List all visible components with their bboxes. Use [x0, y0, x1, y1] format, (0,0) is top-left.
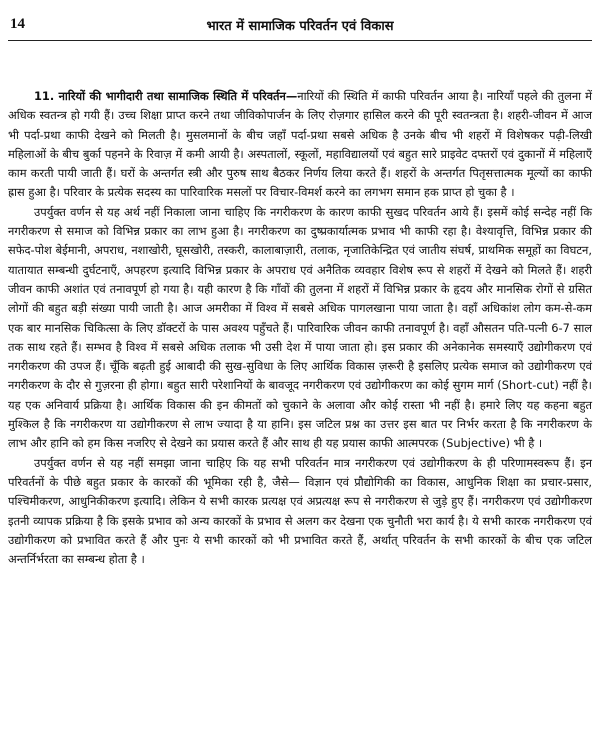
paragraph-text: उपर्युक्त वर्णन से यह नहीं समझा जाना चाहिए कि यह सभी परिवर्तन मात्र नगरीकरण एवं उद्योगीकरण के ही परिणामस्वरूप हैं। इन परिवर्तनों के पीछे बहुत प्रकार के कारकों की भूमिका रही है, जैसे— विज्ञान एवं प्रौद्योगिकी का विकास, आधुनिक शिक्षा का प्रचार-प्रसार, पश्चिमीकरण, आधुनिकीकरण इत्यादि। लेकिन ये सभी कारक प्रत्यक्ष एवं अप्रत्यक्ष रूप से नगरीकरण से जुड़े हुए हैं। नगरीकरण एवं उद्योगीकरण इतनी व्यापक प्रक्रिया है कि इसके प्रभाव को अन्य कारकों के प्रभाव से अलग कर देखना एक चुनौती भरा कार्य है। ये सभी कारक नगरीकरण एवं उद्योगीकरण को प्रभावित करते हैं और पुनः ये सभी कारकों को भी प्रभावित करते हैं, अर्थात् परिवर्तन के सभी कारकों के बीच एक जटिल अन्तर्निर्भरता का सम्बन्ध होता है । — [8, 455, 592, 567]
section-heading: 11. नारियों की भागीदारी तथा सामाजिक स्थिति में परिवर्तन— — [34, 89, 298, 103]
paragraph-1 — [8, 87, 592, 203]
paragraph-text: नारियों की स्थिति में काफी परिवर्तन आया है। नारियाँ पहले की तुलना में अधिक स्वतन्त्र हो गयी हैं। उच्च शिक्षा प्राप्त करने तथा जीविकोपार्जन के लिए रोज़गार हासिल करने की पूरी स्वतन्त्रता है। शहरी-जीवन में आज भी पर्दा-प्रथा काफी देखने को मिलती है। मुसलमानों के बीच जहाँ पर्दा-प्रथा सबसे अधिक है उनके बीच भी शहरों में विशेषकर पढ़ी-लिखी महिलाओं के बीच बुर्का पहनने के रिवाज़ में कमी आयी है। अस्पतालों, स्कूलों, महाविद्यालयों एवं बहुत सारे प्राइवेट दफ्तरों एवं दुकानों में महिलाएँ काम करती पायी जाती हैं। घरों के अन्तर्गत स्त्री और पुरुष साथ बैठकर निर्णय लिया करते हैं। शहरों के अन्तर्गत पितृसत्तात्मक मूल्यों का काफी ह्रास हुआ है। परिवार के प्रत्येक सदस्य का पारिवारिक मसलों पर विचार-विमर्श करने का लगभग समान हक प्राप्त हो चुका है । — [8, 89, 592, 200]
page-header — [8, 0, 592, 41]
paragraph-text: उपर्युक्त वर्णन से यह अर्थ नहीं निकाला जाना चाहिए कि नगरीकरण के कारण काफी सुखद परिवर्तन आये हैं। इसमें कोई सन्देह नहीं कि नगरीकरण से समाज को विभिन्न प्रकार का लाभ हुआ है। नगरीकरण का दुष्प्रकार्यात्मक प्रभाव भी काफी रहा है। वेश्यावृत्ति, विभिन्न प्रकार की सफेद-पोश बेईमानी, अपराध, नशाखोरी, घूसखोरी, तस्करी, कालाबाज़ारी, तलाक, नृजातिकेन्द्रित एवं जातीय संघर्ष, प्राथमिक समूहों का विघटन, यातायात सम्बन्धी दुर्घटनाएँ, अपहरण इत्यादि विभिन्न प्रकार के अपराध एवं अनैतिक व्यवहार विशेष रूप से शहरों में देखने को मिलते हैं। शहरी जीवन काफी अशांत एवं तनावपूर्ण हो गया है। यही कारण है कि गाँवों की तुलना में शहरों में विभिन्न प्रकार के हृदय और मानसिक रोगों से ग्रसित लोगों की बहुत बड़ी संख्या पायी जाती है। आज अमरीका में विश्व में सबसे अधिक पागलखाना पाया जाता है। वहाँ अधिकांश लोग कम-से-कम एक बार मानसिक चिकित्सा के लिए डॉक्टरों के पास अवश्य पहुँचते हैं। पारिवारिक जीवन काफी तनावपूर्ण है। वहाँ औसतन पति-पत्नी 6-7 साल तक साथ रहते हैं। सम्भव है विश्व में सबसे अधिक तलाक भी उसी देश में पाया जाता हो। इस प्रकार की अनेकानेक समस्याएँ उद्योगीकरण एवं नगरीकरण की उपज हैं। चूँकि बढ़ती हुई आबादी की सुख-सुविधा के लिए आर्थिक विकास ज़रूरी है इसलिए प्रत्येक समाज को उद्योगीकरण एवं नगरीकरण के दौर से गुज़रना ही होगा। बहुत सारी परेशानियों के बावजूद नगरीकरण एवं उद्योगीकरण का कोई सुगम मार्ग (Short-cut) नहीं है। यह एक अनिवार्य प्रक्रिया है। आर्थिक विकास की इन कीमतों को चुकाने के अलावा और कोई रास्ता भी नहीं है। हमारे लिए यह कहना बहुत मुश्किल है कि नगरीकरण या उद्योगीकरण से लाभ ज्यादा है या हानि। इस जटिल प्रश्न का उत्तर इस बात पर निर्भर करता है कि नगरीकरण के लाभ और हानि को हम किस नजरिए से देखने का प्रयास करते हैं और साथ ही यह प्रयास काफी आत्मपरक (Subjective) भी है । — [8, 204, 592, 451]
body-text — [8, 87, 592, 569]
paragraph-3 — [8, 454, 592, 570]
page-number: 14 — [10, 16, 25, 32]
paragraph-2 — [8, 203, 592, 454]
running-title: भारत में सामाजिक परिवर्तन एवं विकास — [206, 19, 394, 34]
